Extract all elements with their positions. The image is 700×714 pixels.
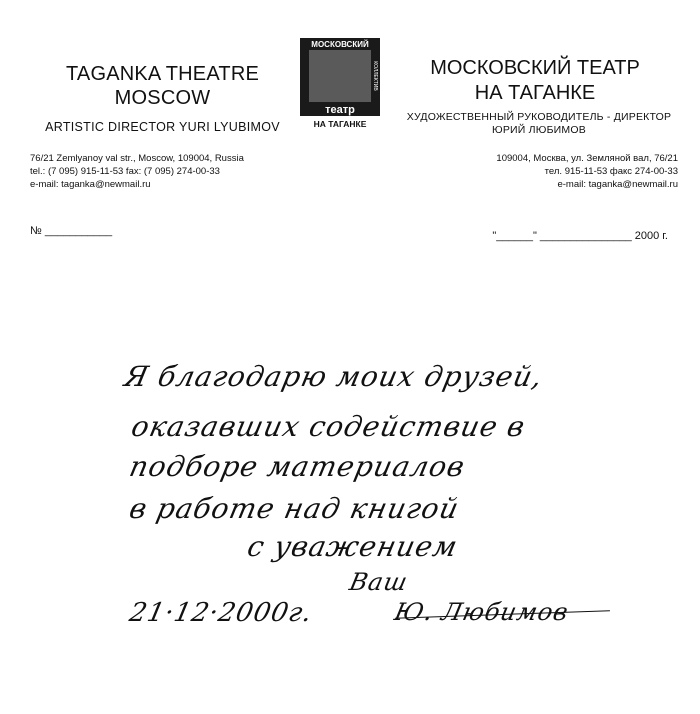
handwritten-closing: с уважением [244,530,461,563]
document-date-field: "______" _______________ 2000 г. [492,230,668,242]
russian-director-line1: ХУДОЖЕСТВЕННЫЙ РУКОВОДИТЕЛЬ - ДИРЕКТОР [406,111,672,123]
russian-theatre-name [405,56,665,106]
english-title-line1: TAGANKA THEATRE [65,63,260,85]
russian-director-line2: ЮРИЙ ЛЮБИМОВ [492,124,586,136]
theatre-logo [300,38,380,130]
russian-email: e-mail: taganka@newmail.ru [557,179,678,190]
english-address-block [30,152,244,191]
english-address: 76/21 Zemlyanoy val str., Moscow, 109004, Russia [30,153,244,164]
russian-address-block [496,152,678,191]
english-theatre-name [40,62,285,110]
handwritten-yours: Ваш [347,568,411,596]
english-contacts: tel.: (7 095) 915-11-53 fax: (7 095) 274-00-33 [30,166,220,177]
russian-address: 109004, Москва, ул. Земляной вал, 76/21 [496,153,678,164]
logo-bottom-text: НА ТАГАНКЕ [313,119,367,129]
handwritten-signature: Ю. Любимов [392,598,572,626]
logo-side-text: КОЛЛЕКТИВ [372,61,378,91]
document-number-field: № ___________ [30,225,113,237]
handwritten-line-2: оказавших содействие в [128,410,529,443]
russian-title-line1: МОСКОВСКИЙ ТЕАТР [430,57,640,79]
russian-title-line2: НА ТАГАНКЕ [474,82,596,104]
english-email: e-mail: taganka@newmail.ru [30,179,151,190]
logo-word: театр [325,104,355,116]
russian-contacts: тел. 915-11-53 факс 274-00-33 [544,166,678,177]
handwritten-line-3: подборе материалов [126,450,469,483]
russian-director [400,111,678,137]
english-title-line2: MOSCOW [114,87,211,109]
logo-top-text: МОСКОВСКИЙ [311,40,369,49]
handwritten-line-1: Я благодарю моих друзей, [121,360,547,393]
handwritten-line-4: в работе над книгой [126,492,463,525]
english-director: ARTISTIC DIRECTOR YURI LYUBIMOV [45,120,280,134]
handwritten-date: 21·12·2000г. [126,598,316,628]
